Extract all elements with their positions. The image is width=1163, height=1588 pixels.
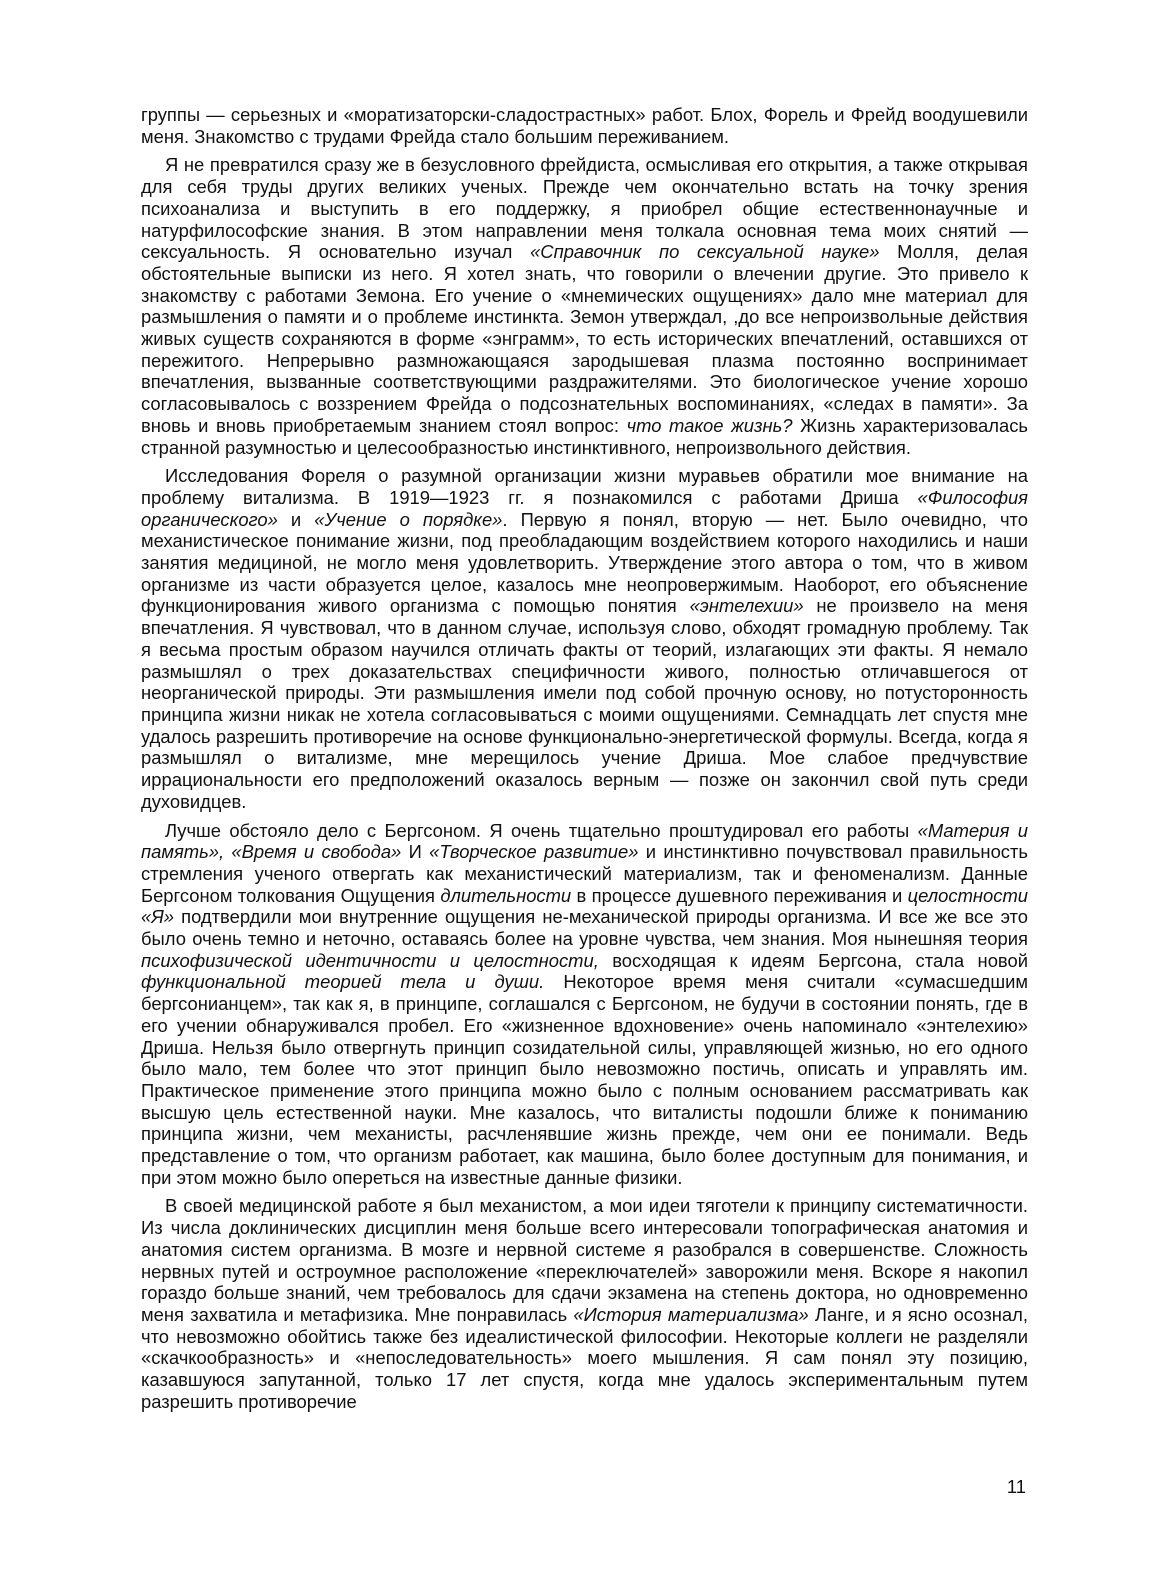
text-run: не произвело на меня впечатления. Я чувствовал, что в данном случае, используя слово, обходят громадную проблему. Так я весьма простым образом научился отличать факты от теорий, излагающих эти факты. Я немало размышлял о трех доказательствах специфичности живого, полностью отличавшегося от неорганической природы. Эти размышления имели под собой прочную основу, но потусторонность принципа жизни никак не хотела согласовываться с моими ощущениями. Семнадцать лет спустя мне удалось разрешить противоречие на основе функционально-энергетической формулы. Всегда, когда я размышлял о витализме, мне мерещилось учение Дриша. Мое слабое предчувствие иррациональности его предположений оказалось верным — позже он закончил свой путь среди духовидцев.	[141, 595, 1028, 812]
italic-text-run: «энтелехии»	[689, 595, 804, 617]
text-run: Молля, делая обстоятельные выписки из него. Я хотел знать, что говорили о влечении другие. Это привело к знакомству с работами Земона. Его учение о «мнемических ощущениях» дало мне материал для размышления о памяти и о проблеме инстинкта. Земон утверждал, ,до все непроизвольные действия живых существ сохраняются в форме «энграмм», то есть исторических впечатлений, оставшихся от пережитого. Непрерывно размножающаяся зародышевая плазма постоянно воспринимает впечатления, вызванные соответствующими раздражителями. Это биологическое учение хорошо согласовывалось с воззрением Фрейда о подсознательных воспоминаниях, «следах в памяти». За вновь и вновь приобретаемым знанием стоял вопрос:	[141, 241, 1028, 436]
paragraph	[141, 104, 1028, 147]
page-body	[141, 104, 1028, 1419]
italic-text-run: «Справочник по сексуальной науке»	[530, 241, 880, 263]
italic-text-run: «Творческое развитие»	[429, 841, 639, 863]
paragraph	[141, 154, 1028, 458]
paragraph	[141, 465, 1028, 812]
text-run: Некоторое время меня считали «сумасшедшим бергсонианцем», так как я, в принципе, соглашался с Бергсоном, не будучи в состоянии понять, где в его учении обнаруживался пробел. Его «жизненное вдохновение» очень напоминало «энтелехию» Дриша. Нельзя было отвергнуть принцип созидательной силы, управляющей жизнью, но его одного было мало, тем более что этот принцип было невозможно постичь, описать и управлять им. Практическое применение этого принципа можно было с полным основанием рассматривать как высшую цель естественной науки. Мне казалось, что виталисты подошли ближе к пониманию принципа жизни, чем механисты, расчленявшие жизнь прежде, чем они ее понимали. Ведь представление о том, что организм работает, как машина, было более доступным для понимания, и при этом можно было опереться на известные данные физики.	[141, 971, 1028, 1188]
italic-text-run: длительности	[440, 884, 572, 906]
text-run: и	[277, 508, 315, 530]
italic-text-run: функциональной теорией тела и души.	[141, 971, 545, 993]
italic-text-run: «Учение о порядке»	[314, 508, 503, 530]
text-run: Жизнь характеризовалась странной разумностью и целесообразностью инстинктивного, непроизвольного действия.	[141, 414, 1028, 458]
italic-text-run: «Философия органического»	[141, 486, 1028, 530]
text-run: Исследования Фореля о разумной организации жизни муравьев обратили мое внимание на проблему витализма. В 1919—1923 гг. я познакомился с работами Дриша	[141, 465, 1028, 508]
italic-text-run: целостности «Я»	[141, 884, 1028, 928]
text-run: в процессе душевного переживания и	[571, 884, 908, 906]
italic-text-run: психофизической идентичности и целостности,	[141, 949, 599, 971]
text-run: подтвердили мои внутренние ощущения не-механической природы организма. И все же все это было очень темно и неточно, оставаясь более на уровне чувства, чем знания. Моя нынешняя теория	[141, 906, 1028, 950]
text-run: Ланге, и я ясно осознал, что невозможно обойтись также без идеалистической философии. Некоторые коллеги не разделяли «скачкообразность» и «непоследовательность» моего мышления. Я сам понял эту позицию, казавшуюся запутанной, только 17 лет спустя, когда мне удалось экспериментальным путем разрешить противоречие	[141, 1303, 1028, 1412]
page-number: 11	[1006, 1476, 1026, 1497]
text-run: . Первую я понял, вторую — нет. Было очевидно, что механистическое понимание жизни, под преобладающим воздействием которого находились и наши занятия медициной, не могло меня удовлетворить. Утверждение этого автора о том, что в живом организме из части образуется целое, казалось мне неопровержимым. Наоборот, его объяснение функционирования живого организма с помощью понятия	[141, 508, 1028, 617]
text-run: И	[401, 841, 430, 863]
text-run: Лучше обстояло дело с Бергсоном. Я очень тщательно проштудировал его работы	[165, 819, 918, 841]
text-run: В своей медицинской работе я был механистом, а мои идеи тяготели к принципу систематичности. Из числа доклинических дисциплин меня больше всего интересовали топографическая анатомия и анатомия систем организма. В мозге и нервной системе я разобрался в совершенстве. Сложность нервных путей и остроумное расположение «переключателей» заворожили меня. Вскоре я накопил гораздо больше знаний, чем требовалось для сдачи экзамена на степень доктора, но одновременно меня захватила и метафизика. Мне понравилась	[141, 1195, 1028, 1325]
paragraph	[141, 820, 1028, 1189]
paragraph	[141, 1195, 1028, 1412]
text-run: группы — серьезных и «моратизаторски-сладострастных» работ. Блох, Форель и Фрейд воодушевили меня. Знакомство с трудами Фрейда стало большим переживанием.	[141, 104, 1028, 147]
text-run: Я не превратился сразу же в безусловного фрейдиста, осмысливая его открытия, а также открывая для себя труды других великих ученых. Прежде чем окончательно встать на точку зрения психоанализа и выступить в его поддержку, я приобрел общие естественнонаучные и натурфилософские знания. В этом направлении меня толкала основная тема моих снятий — сексуальность. Я основательно изучал	[141, 154, 1028, 263]
text-run: и инстинктивно почувствовал правильность стремления ученого отвергать как механистический материализм, так и феноменализм. Данные Бергсоном толкования Ощущения	[141, 841, 1029, 906]
italic-text-run: что такое жизнь?	[626, 414, 793, 436]
italic-text-run: «История материализма»	[573, 1303, 809, 1325]
text-run: восходящая к идеям Бергсона, стала новой	[598, 949, 1028, 971]
italic-text-run: «Материя и память», «Время и свобода»	[141, 819, 1028, 863]
